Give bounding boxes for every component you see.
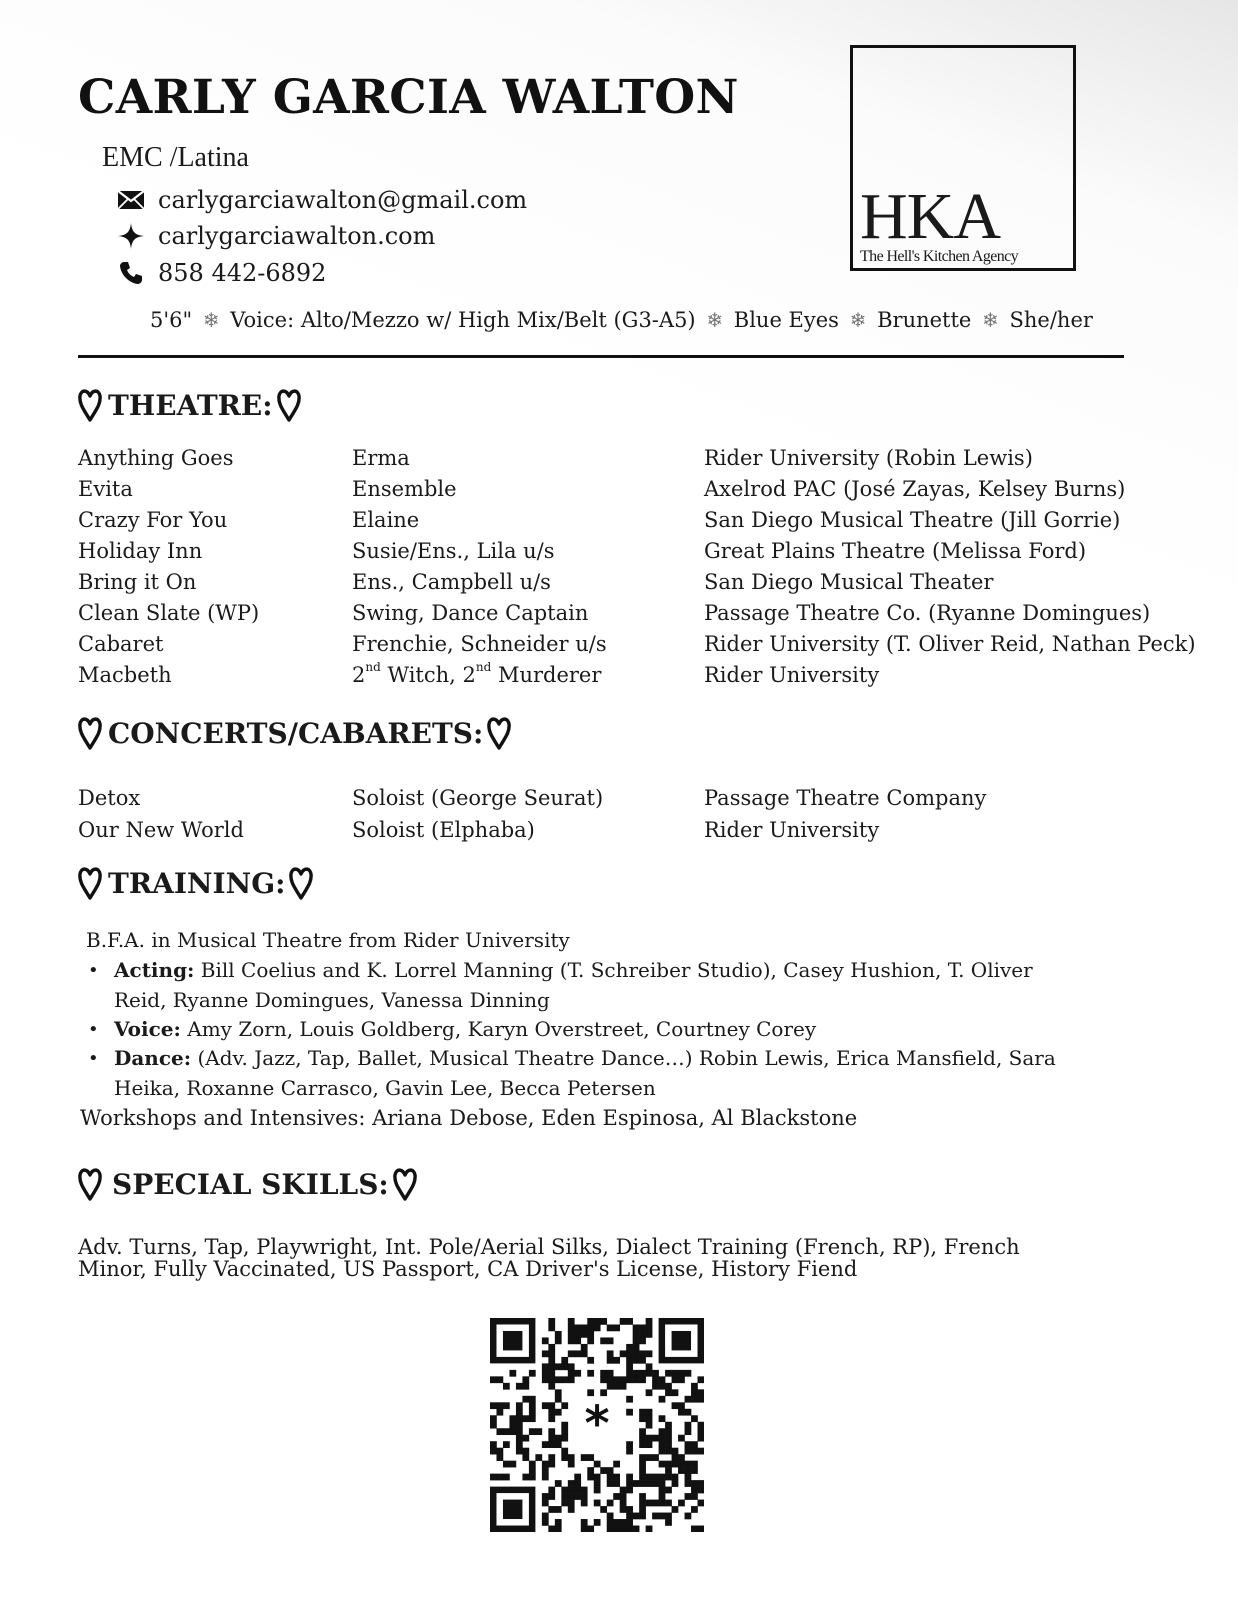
role-part: 2	[352, 663, 366, 687]
venue: Rider University	[704, 663, 880, 687]
ordinal-suffix: nd	[475, 660, 492, 674]
role: Swing, Dance Captain	[352, 601, 589, 625]
stat-height: 5'6"	[150, 308, 193, 332]
training-voice	[114, 1017, 816, 1041]
section-title: SPECIAL SKILLS:	[112, 1167, 389, 1201]
header-divider	[78, 355, 1124, 358]
envelope-icon	[116, 187, 146, 213]
website-contact[interactable]	[116, 222, 435, 250]
show-title: Holiday Inn	[78, 539, 203, 563]
role: Soloist (Elphaba)	[352, 818, 535, 842]
venue: Great Plains Theatre (Melissa Ford)	[704, 539, 1087, 563]
heart-icon	[78, 1167, 102, 1201]
role: Elaine	[352, 508, 420, 532]
stat-voice: Voice: Alto/Mezzo w/ High Mix/Belt (G3-A5)	[230, 308, 696, 332]
agency-logo: HKA	[860, 180, 1000, 253]
snowflake-separator-icon: ❄	[706, 308, 724, 332]
skills-text	[78, 1236, 1020, 1280]
training-text: (Adv. Jazz, Tap, Ballet, Musical Theatre Dance…) Robin Lewis, Erica Mansfield, Sara	[191, 1046, 1056, 1070]
bullet-icon: •	[88, 960, 99, 981]
training-dance-cont: Heika, Roxanne Carrasco, Gavin Lee, Becca Petersen	[114, 1076, 656, 1100]
skills-line: Adv. Turns, Tap, Playwright, Int. Pole/Aerial Silks, Dialect Training (French, RP), French	[78, 1235, 1020, 1259]
phone-contact[interactable]	[116, 259, 326, 287]
sparkle-icon	[116, 223, 146, 249]
training-label: Acting:	[114, 958, 195, 982]
snowflake-separator-icon: ❄	[849, 308, 867, 332]
venue: San Diego Musical Theatre (Jill Gorrie)	[704, 508, 1121, 532]
venue: Axelrod PAC (José Zayas, Kelsey Burns)	[704, 477, 1126, 501]
page-title: CARLY GARCIA WALTON	[78, 70, 739, 125]
heart-icon	[393, 1167, 417, 1201]
heart-icon	[487, 716, 511, 750]
section-title: CONCERTS/CABARETS:	[108, 716, 484, 750]
email-text[interactable]: carlygarciawalton@gmail.com	[158, 186, 528, 214]
ordinal-suffix: nd	[365, 660, 381, 674]
role: Erma	[352, 446, 410, 470]
stats-line	[150, 308, 1093, 332]
phone-icon	[116, 260, 146, 286]
role: Ens., Campbell u/s	[352, 570, 551, 594]
role-part: Witch, 2	[380, 663, 476, 687]
section-title: THEATRE:	[108, 388, 273, 422]
heart-icon	[78, 388, 102, 422]
venue: Rider University	[704, 818, 880, 842]
section-concerts-header	[78, 716, 511, 750]
role	[352, 660, 602, 687]
heart-icon	[289, 866, 313, 900]
website-text[interactable]: carlygarciawalton.com	[158, 222, 436, 250]
section-theatre-header	[78, 388, 301, 422]
skills-line: Minor, Fully Vaccinated, US Passport, CA Driver's License, History Fiend	[78, 1257, 858, 1281]
show-title: Macbeth	[78, 663, 172, 687]
show-title: Anything Goes	[78, 446, 234, 470]
email-contact[interactable]	[116, 186, 527, 214]
workshops: Workshops and Intensives: Ariana Debose, Eden Espinosa, Al Blackstone	[80, 1106, 858, 1130]
role: Susie/Ens., Lila u/s	[352, 539, 555, 563]
role: Frenchie, Schneider u/s	[352, 632, 607, 656]
training-acting	[114, 958, 1033, 982]
role: Ensemble	[352, 477, 457, 501]
role: Soloist (George Seurat)	[352, 786, 604, 810]
union-ethnicity: EMC /Latina	[102, 142, 249, 173]
stat-pronouns: She/her	[1009, 308, 1093, 332]
role-part: Murderer	[491, 663, 602, 687]
training-dance	[114, 1046, 1056, 1070]
section-title: TRAINING:	[108, 866, 286, 900]
show-title: Clean Slate (WP)	[78, 601, 260, 625]
qr-code[interactable]	[490, 1318, 704, 1532]
qr-code-icon[interactable]	[490, 1318, 704, 1532]
show-title: Bring it On	[78, 570, 197, 594]
venue: Passage Theatre Company	[704, 786, 987, 810]
heart-icon	[78, 716, 102, 750]
show-title: Crazy For You	[78, 508, 228, 532]
snowflake-separator-icon: ❄	[202, 308, 220, 332]
training-label: Dance:	[114, 1046, 192, 1070]
stat-hair: Brunette	[877, 308, 972, 332]
venue: Passage Theatre Co. (Ryanne Domingues)	[704, 601, 1151, 625]
snowflake-separator-icon: ❄	[982, 308, 999, 332]
agency-logo-subtitle: The Hell's Kitchen Agency	[860, 248, 1019, 265]
svg-text:*: *	[584, 1396, 610, 1452]
training-text: Amy Zorn, Louis Goldberg, Karyn Overstreet, Courtney Corey	[180, 1017, 817, 1041]
heart-icon	[78, 866, 102, 900]
venue: Rider University (Robin Lewis)	[704, 446, 1033, 470]
degree: B.F.A. in Musical Theatre from Rider University	[86, 928, 570, 952]
section-skills-header	[78, 1167, 417, 1201]
heart-icon	[277, 388, 301, 422]
stat-eyes: Blue Eyes	[733, 308, 839, 332]
venue: San Diego Musical Theater	[704, 570, 994, 594]
phone-text[interactable]: 858 442-6892	[158, 259, 327, 287]
bullet-icon: •	[88, 1019, 99, 1040]
section-training-header	[78, 866, 313, 900]
show-title: Cabaret	[78, 632, 164, 656]
venue: Rider University (T. Oliver Reid, Nathan Peck)	[704, 632, 1196, 656]
bullet-icon: •	[88, 1048, 99, 1069]
show-title: Detox	[78, 786, 141, 810]
show-title: Evita	[78, 477, 133, 501]
training-text: Bill Coelius and K. Lorrel Manning (T. Schreiber Studio), Casey Hushion, T. Oliver	[194, 958, 1033, 982]
show-title: Our New World	[78, 818, 244, 842]
training-label: Voice:	[114, 1017, 181, 1041]
training-acting-cont: Reid, Ryanne Domingues, Vanessa Dinning	[114, 988, 550, 1012]
